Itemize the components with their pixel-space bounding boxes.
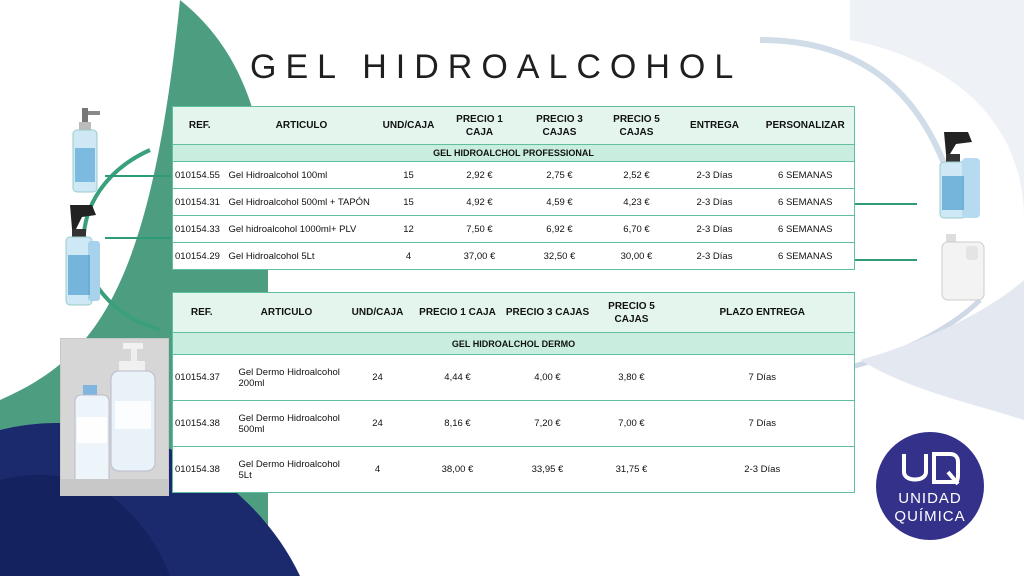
unidad-quimica-logo — [876, 432, 984, 540]
header-ref: REF. — [173, 293, 231, 333]
cell-precio-3: 6,92 € — [519, 216, 601, 243]
cell-precio-5: 6,70 € — [601, 216, 673, 243]
cell-und-caja: 15 — [377, 162, 441, 189]
header-precio-1: PRECIO 1 CAJA — [413, 293, 503, 333]
cell-personalizar: 6 SEMANAS — [757, 162, 855, 189]
table-row — [173, 162, 855, 189]
header-precio-3: PRECIO 3 CAJAS — [503, 293, 593, 333]
header-precio-5: PRECIO 5 CAJAS — [601, 107, 673, 145]
cell-precio-1: 37,00 € — [441, 243, 519, 270]
header-precio-1: PRECIO 1 CAJA — [441, 107, 519, 145]
cell-ref: 010154.37 — [173, 355, 231, 401]
cell-ref: 010154.33 — [173, 216, 227, 243]
cell-precio-3: 4,00 € — [503, 355, 593, 401]
connector-line — [855, 203, 917, 205]
section-title: GEL HIDROALCHOL PROFESSIONAL — [173, 145, 855, 162]
header-und-caja: UND/CAJA — [377, 107, 441, 145]
cell-und-caja: 12 — [377, 216, 441, 243]
header-und-caja: UND/CAJA — [343, 293, 413, 333]
table-row — [173, 401, 855, 447]
cell-precio-5: 31,75 € — [593, 447, 671, 493]
cell-und-caja: 24 — [343, 401, 413, 447]
cell-und-caja: 15 — [377, 189, 441, 216]
cell-plazo-entrega: 7 Días — [671, 401, 855, 447]
cell-articulo: Gel Hidroalcohol 500ml + TAPÓN — [227, 189, 377, 216]
cell-personalizar: 6 SEMANAS — [757, 243, 855, 270]
logo-mark-icon — [900, 452, 960, 486]
section-row — [173, 333, 855, 355]
cell-entrega: 2-3 Días — [673, 243, 757, 270]
header-articulo: ARTICULO — [227, 107, 377, 145]
cell-und-caja: 4 — [343, 447, 413, 493]
header-entrega: ENTREGA — [673, 107, 757, 145]
cell-entrega: 2-3 Días — [673, 162, 757, 189]
cell-articulo: Gel Hidroalcohol 5Lt — [227, 243, 377, 270]
logo-line1: UNIDAD — [898, 490, 962, 507]
section-title: GEL HIDROALCHOL DERMO — [173, 333, 855, 355]
cell-ref: 010154.55 — [173, 162, 227, 189]
cell-entrega: 2-3 Días — [673, 189, 757, 216]
cell-ref: 010154.38 — [173, 401, 231, 447]
page-title: GEL HIDROALCOHOL — [250, 48, 743, 86]
header-precio-3: PRECIO 3 CAJAS — [519, 107, 601, 145]
cell-precio-3: 7,20 € — [503, 401, 593, 447]
cell-precio-1: 7,50 € — [441, 216, 519, 243]
table-row — [173, 447, 855, 493]
cell-personalizar: 6 SEMANAS — [757, 189, 855, 216]
pump-bottle-photo — [60, 338, 169, 496]
spray-bottle-icon — [68, 108, 104, 194]
cell-precio-3: 2,75 € — [519, 162, 601, 189]
table-row — [173, 216, 855, 243]
cell-articulo: Gel hidroalcohol 1000ml+ PLV — [227, 216, 377, 243]
cell-precio-5: 3,80 € — [593, 355, 671, 401]
trigger-bottle-icon — [62, 203, 104, 307]
cell-plazo-entrega: 2-3 Días — [671, 447, 855, 493]
cell-precio-3: 33,95 € — [503, 447, 593, 493]
cell-precio-1: 2,92 € — [441, 162, 519, 189]
table-row — [173, 243, 855, 270]
header-ref: REF. — [173, 107, 227, 145]
header-plazo-entrega: PLAZO ENTREGA — [671, 293, 855, 333]
cell-precio-1: 4,44 € — [413, 355, 503, 401]
cell-precio-5: 7,00 € — [593, 401, 671, 447]
large-trigger-bottle-icon — [934, 128, 984, 220]
cell-ref: 010154.31 — [173, 189, 227, 216]
professional-price-table — [172, 106, 855, 270]
cell-und-caja: 24 — [343, 355, 413, 401]
connector-line — [105, 175, 171, 177]
cell-precio-5: 30,00 € — [601, 243, 673, 270]
table-row — [173, 355, 855, 401]
header-articulo: ARTICULO — [231, 293, 343, 333]
cell-articulo: Gel Dermo Hidroalcohol 200ml — [231, 355, 343, 401]
cell-precio-5: 4,23 € — [601, 189, 673, 216]
table-header-row — [173, 293, 855, 333]
cell-ref: 010154.29 — [173, 243, 227, 270]
connector-line — [105, 237, 171, 239]
cell-articulo: Gel Hidroalcohol 100ml — [227, 162, 377, 189]
cell-precio-1: 38,00 € — [413, 447, 503, 493]
cell-personalizar: 6 SEMANAS — [757, 216, 855, 243]
table-header-row — [173, 107, 855, 145]
jerrycan-icon — [940, 234, 986, 302]
cell-plazo-entrega: 7 Días — [671, 355, 855, 401]
cell-und-caja: 4 — [377, 243, 441, 270]
connector-line — [855, 259, 917, 261]
cell-articulo: Gel Dermo Hidroalcohol 500ml — [231, 401, 343, 447]
cell-precio-5: 2,52 € — [601, 162, 673, 189]
cell-precio-3: 32,50 € — [519, 243, 601, 270]
dermo-price-table — [172, 292, 855, 493]
table-row — [173, 189, 855, 216]
header-personalizar: PERSONALIZAR — [757, 107, 855, 145]
cell-articulo: Gel Dermo Hidroalcohol 5Lt — [231, 447, 343, 493]
section-row — [173, 145, 855, 162]
header-precio-5: PRECIO 5 CAJAS — [593, 293, 671, 333]
cell-entrega: 2-3 Días — [673, 216, 757, 243]
cell-precio-3: 4,59 € — [519, 189, 601, 216]
cell-precio-1: 8,16 € — [413, 401, 503, 447]
logo-line2: QUÍMICA — [894, 508, 966, 525]
cell-precio-1: 4,92 € — [441, 189, 519, 216]
cell-ref: 010154.38 — [173, 447, 231, 493]
